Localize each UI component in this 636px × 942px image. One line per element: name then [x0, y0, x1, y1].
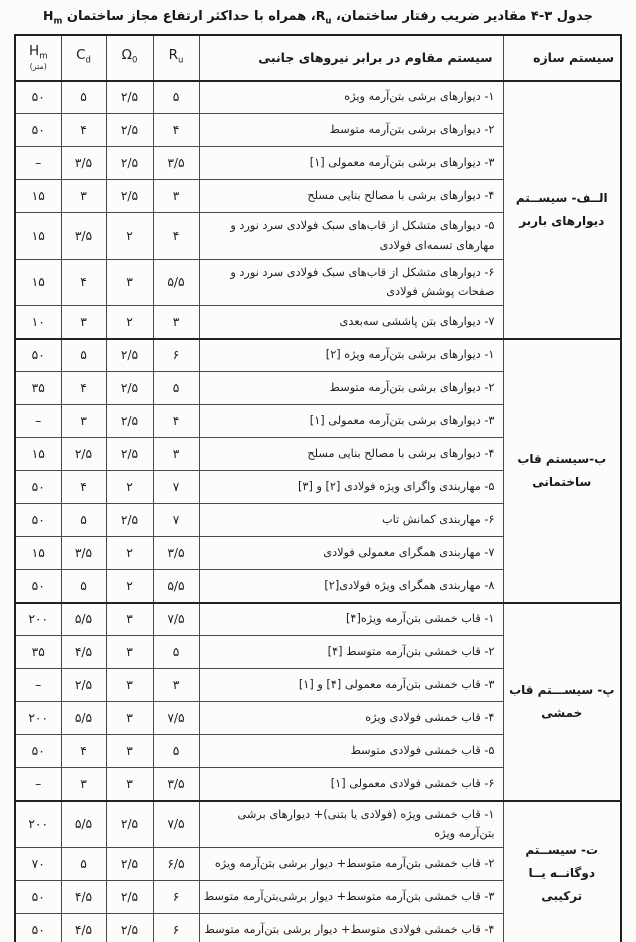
table-row [15, 81, 621, 114]
omega0-value: ۲/۵ [106, 81, 153, 114]
omega0-value: ۲ [106, 537, 153, 570]
omega0-value: ۲ [106, 306, 153, 339]
row-description: ۴- قاب خمشی فولادی متوسط+ دیوار برشی بتن‌آرمه متوسط [199, 914, 503, 942]
ru-value: ۷/۵ [153, 801, 199, 848]
row-description: ۴- قاب خمشی فولادی ویژه [199, 702, 503, 735]
row-description: ۵- مهاربندی واگرای ویژه فولادی [۲] و [۳] [199, 471, 503, 504]
row-description: ۲- دیوارهای برشی بتن‌آرمه متوسط [199, 114, 503, 147]
cd-value: ۵/۵ [61, 603, 106, 636]
omega0-value: ۳ [106, 768, 153, 801]
cd-value: ۳/۵ [61, 213, 106, 260]
cd-value: ۵/۵ [61, 702, 106, 735]
hm-value: ۷۰ [15, 848, 61, 881]
row-description: ۷- مهاربندی همگرای معمولی فولادی [199, 537, 503, 570]
ru-value: ۳ [153, 669, 199, 702]
row-description: ۱- دیوارهای برشی بتن‌آرمه ویژه [۲] [199, 339, 503, 372]
table-row [15, 339, 621, 372]
ru-value: ۵/۵ [153, 570, 199, 603]
omega0-value: ۲/۵ [106, 914, 153, 942]
row-description: ۶- مهاربندی کمانش تاب [199, 504, 503, 537]
cd-value: ۵ [61, 339, 106, 372]
cd-value: ۵/۵ [61, 801, 106, 848]
title-text-part2: ، همراه با حداکثر ارتفاع مجاز ساختمان [62, 9, 316, 24]
ru-value: ۷ [153, 471, 199, 504]
cd-value: ۵ [61, 81, 106, 114]
section-label: پ- سیســـتم قاب خمشی [503, 603, 621, 801]
ru-value: ۵/۵ [153, 259, 199, 306]
cd-column-header: $C_d$ [61, 35, 106, 81]
omega0-value: ۲/۵ [106, 114, 153, 147]
omega0-value: ۲/۵ [106, 372, 153, 405]
hm-value: ۵۰ [15, 471, 61, 504]
hm-value: ۵۰ [15, 504, 61, 537]
section-label: ب-سیستم قاب ساختمانی [503, 339, 621, 603]
cd-value: ۵ [61, 848, 106, 881]
cd-value: ۳ [61, 405, 106, 438]
omega0-value: ۲/۵ [106, 180, 153, 213]
row-description: ۸- مهاربندی همگرای ویژه فولادی[۲] [199, 570, 503, 603]
ru-value: ۶ [153, 339, 199, 372]
ru-value: ۳/۵ [153, 768, 199, 801]
omega0-value: ۲/۵ [106, 801, 153, 848]
ru-value: ۷/۵ [153, 702, 199, 735]
hm-value: ۲۰۰ [15, 603, 61, 636]
omega0-value: ۳ [106, 259, 153, 306]
ru-value: ۷ [153, 504, 199, 537]
cd-value: ۳/۵ [61, 147, 106, 180]
ru-value: ۷/۵ [153, 603, 199, 636]
cd-value: ۳ [61, 180, 106, 213]
ru-value: ۳ [153, 438, 199, 471]
lateral-system-column-header: سیستم مقاوم در برابر نیروهای جانبی [199, 35, 503, 81]
hm-value: – [15, 147, 61, 180]
cd-value: ۵ [61, 504, 106, 537]
cd-value: ۳/۵ [61, 537, 106, 570]
cd-value: ۲/۵ [61, 669, 106, 702]
omega0-value: ۲/۵ [106, 147, 153, 180]
hm-value: ۵۰ [15, 570, 61, 603]
hm-value: ۵۰ [15, 881, 61, 914]
table-body [15, 81, 621, 942]
cd-value: ۴ [61, 735, 106, 768]
hm-value: ۱۵ [15, 537, 61, 570]
omega0-value: ۳ [106, 636, 153, 669]
ru-value: ۵ [153, 81, 199, 114]
row-description: ۲- دیوارهای برشی بتن‌آرمه متوسط [199, 372, 503, 405]
hm-value: ۲۰۰ [15, 702, 61, 735]
cd-value: ۴ [61, 114, 106, 147]
ru-value: ۵ [153, 735, 199, 768]
cd-value: ۴ [61, 259, 106, 306]
hm-value: – [15, 768, 61, 801]
cd-value: ۵ [61, 570, 106, 603]
hm-value: ۱۵ [15, 180, 61, 213]
hm-value: ۵۰ [15, 735, 61, 768]
hm-value: ۳۵ [15, 636, 61, 669]
hm-value: ۵۰ [15, 81, 61, 114]
table-title [14, 6, 622, 34]
omega0-column-header: $\Omega_0$ [106, 35, 153, 81]
cd-value: ۴ [61, 372, 106, 405]
cd-value: ۴ [61, 471, 106, 504]
ru-value: ۳/۵ [153, 537, 199, 570]
ru-value: ۳ [153, 180, 199, 213]
omega0-value: ۲ [106, 471, 153, 504]
ru-value: ۴ [153, 213, 199, 260]
omega0-value: ۲/۵ [106, 848, 153, 881]
hm-value: ۲۰۰ [15, 801, 61, 848]
system-column-header: سیستم سازه [503, 35, 621, 81]
row-description: ۳- دیوارهای برشی بتن‌آرمه معمولی [۱] [199, 405, 503, 438]
hm-value: – [15, 405, 61, 438]
row-description: ۷- دیوارهای بتن پاششی سه‌بعدی [199, 306, 503, 339]
omega0-value: ۲/۵ [106, 405, 153, 438]
ru-value: ۴ [153, 114, 199, 147]
title-hm-symbol: $H_m$ [43, 8, 63, 27]
ru-value: ۵ [153, 372, 199, 405]
omega0-value: ۲/۵ [106, 339, 153, 372]
hm-value: ۵۰ [15, 114, 61, 147]
cd-value: ۲/۵ [61, 438, 106, 471]
ru-value: ۶ [153, 914, 199, 942]
row-description: ۳- قاب خمشی بتن‌آرمه متوسط+ دیوار برشی‌بتن‌آرمه متوسط [199, 881, 503, 914]
row-description: ۵- قاب خمشی فولادی متوسط [199, 735, 503, 768]
cd-value: ۴/۵ [61, 914, 106, 942]
ru-value: ۳/۵ [153, 147, 199, 180]
section-label: الــف- سیســتم دیوارهای باربر [503, 81, 621, 339]
row-description: ۵- دیوارهای متشکل از قاب‌های سبک فولادی سرد نورد و مهارهای تسمه‌ای فولادی [199, 213, 503, 260]
ru-value: ۴ [153, 405, 199, 438]
omega0-value: ۲ [106, 570, 153, 603]
hm-value: – [15, 669, 61, 702]
ru-value: ۵ [153, 636, 199, 669]
row-description: ۱- قاب خمشی بتن‌آرمه ویژه[۴] [199, 603, 503, 636]
hm-value: ۵۰ [15, 339, 61, 372]
row-description: ۳- دیوارهای برشی بتن‌آرمه معمولی [۱] [199, 147, 503, 180]
omega0-value: ۳ [106, 735, 153, 768]
hm-column-header: $H_m$ (متر) [15, 35, 61, 81]
section-label: ت- سیســتم دوگانــه یــا ترکیبی [503, 801, 621, 942]
omega0-value: ۳ [106, 669, 153, 702]
row-description: ۱- قاب خمشی ویژه (فولادی یا بتنی)+ دیوارهای برشی بتن‌آرمه ویژه [199, 801, 503, 848]
title-ru-symbol: $R_u$ [315, 8, 332, 27]
row-description: ۲- قاب خمشی بتن‌آرمه متوسط [۴] [199, 636, 503, 669]
hm-value: ۱۵ [15, 213, 61, 260]
title-text-part1: جدول ۳-۴ مقادیر ضریب رفتار ساختمان، [331, 9, 593, 24]
hm-value: ۱۰ [15, 306, 61, 339]
hm-unit-label: (متر) [29, 62, 47, 72]
hm-value: ۱۵ [15, 259, 61, 306]
cd-value: ۳ [61, 306, 106, 339]
row-description: ۲- قاب خمشی بتن‌آرمه متوسط+ دیوار برشی بتن‌آرمه ویژه [199, 848, 503, 881]
row-description: ۴- دیوارهای برشی با مصالح بنایی مسلح [199, 180, 503, 213]
hm-value: ۵۰ [15, 914, 61, 942]
table-row [15, 801, 621, 848]
cd-value: ۳ [61, 768, 106, 801]
omega0-value: ۲/۵ [106, 504, 153, 537]
row-description: ۶- قاب خمشی فولادی معمولی [۱] [199, 768, 503, 801]
omega0-value: ۲ [106, 213, 153, 260]
omega0-value: ۲/۵ [106, 881, 153, 914]
ru-value: ۳ [153, 306, 199, 339]
row-description: ۱- دیوارهای برشی بتن‌آرمه ویژه [199, 81, 503, 114]
row-description: ۴- دیوارهای برشی با مصالح بنایی مسلح [199, 438, 503, 471]
cd-value: ۴/۵ [61, 881, 106, 914]
table-row [15, 603, 621, 636]
row-description: ۳- قاب خمشی بتن‌آرمه معمولی [۴] و [۱] [199, 669, 503, 702]
ru-column-header: $R_u$ [153, 35, 199, 81]
hm-value: ۳۵ [15, 372, 61, 405]
ru-value: ۶/۵ [153, 848, 199, 881]
cd-value: ۴/۵ [61, 636, 106, 669]
ru-value: ۶ [153, 881, 199, 914]
omega0-value: ۳ [106, 702, 153, 735]
behavior-factor-table [14, 34, 622, 942]
omega0-value: ۲/۵ [106, 438, 153, 471]
omega0-value: ۳ [106, 603, 153, 636]
row-description: ۶- دیوارهای متشکل از قاب‌های سبک فولادی سرد نورد و صفحات پوشش فولادی [199, 259, 503, 306]
hm-value: ۱۵ [15, 438, 61, 471]
header-row [15, 35, 621, 81]
